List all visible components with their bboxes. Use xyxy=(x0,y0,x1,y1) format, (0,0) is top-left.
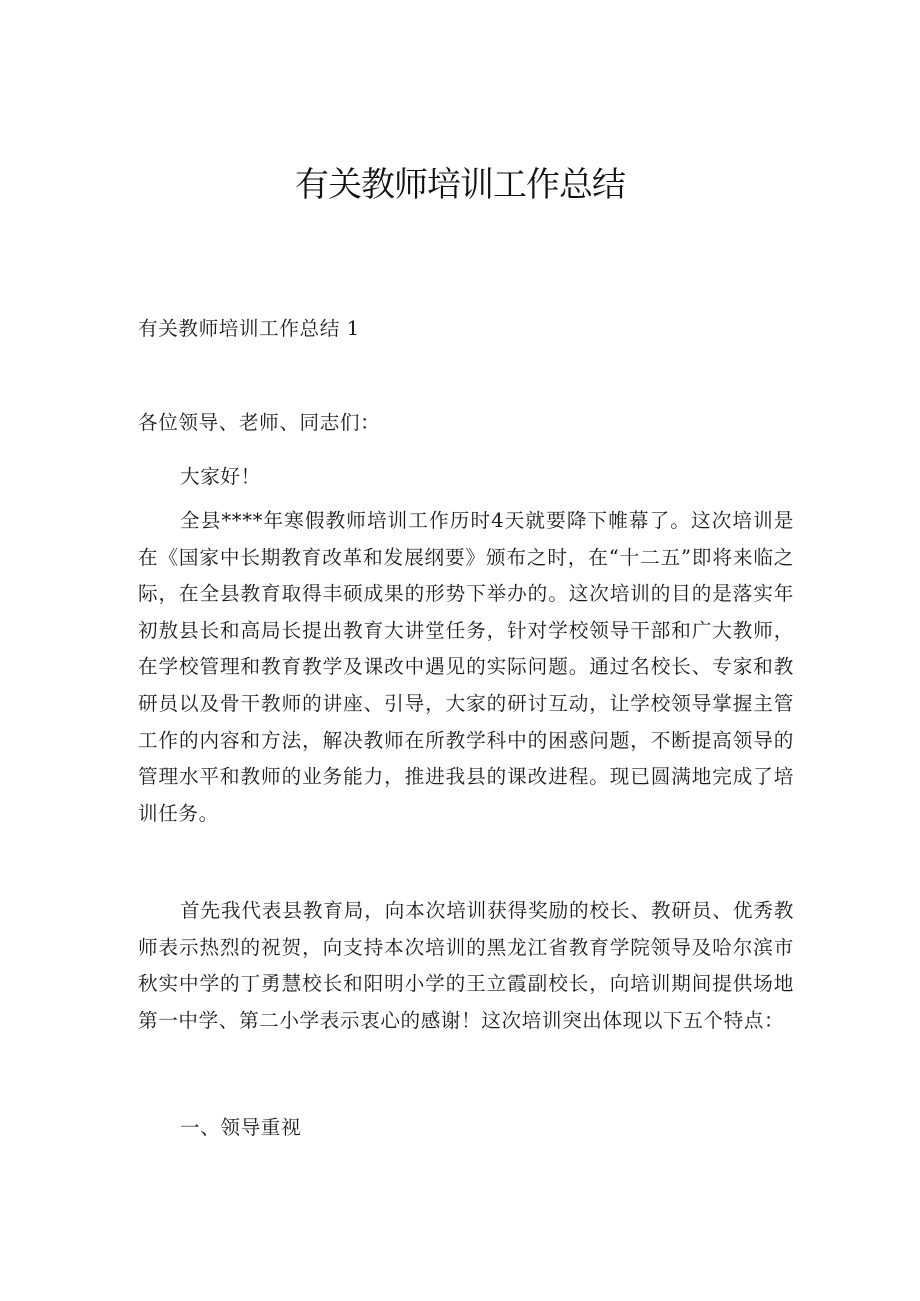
section-heading: 一、领导重视 xyxy=(180,1116,302,1139)
greeting-line: 各位领导、老师、同志们： xyxy=(138,411,381,434)
body-paragraph: 全县****年寒假教师培训工作历时4天就要降下帷幕了。这次培训是在《国家中长期教育改革和发展纲要》颁布之时，在“十二五”即将来临之际，在全县教育取得丰硕成果的形势下举办的。这次培训的目的是落实年初敖县长和高局长提出教育大讲堂任务，针对学校领导干部和广大教师，在学校管理和教育教学及课改中遇见的实际问题。通过名校长、专家和教研员以及骨干教师的讲座、引导，大家的研讨互动，让学校领导掌握主管工作的内容和方法，解决教师在所教学科中的困惑问题，不断提高领导的管理水平和教师的业务能力，推进我县的课改进程。现已圆满地完成了培训任务。 xyxy=(138,509,794,825)
document-title: 有关教师培训工作总结 xyxy=(295,165,625,205)
document-subtitle: 有关教师培训工作总结 1 xyxy=(138,317,360,340)
body-paragraph: 首先我代表县教育局，向本次培训获得奖励的校长、教研员、优秀教师表示热烈的祝贺，向支持本次培训的黑龙江省教育学院领导及哈尔滨市秋实中学的丁勇慧校长和阳明小学的王立霞副校长，向培训期间提供场地第一中学、第二小学表示衷心的感谢！这次培训突出体现以下五个特点： xyxy=(138,899,794,1032)
hello-line: 大家好！ xyxy=(180,465,261,488)
